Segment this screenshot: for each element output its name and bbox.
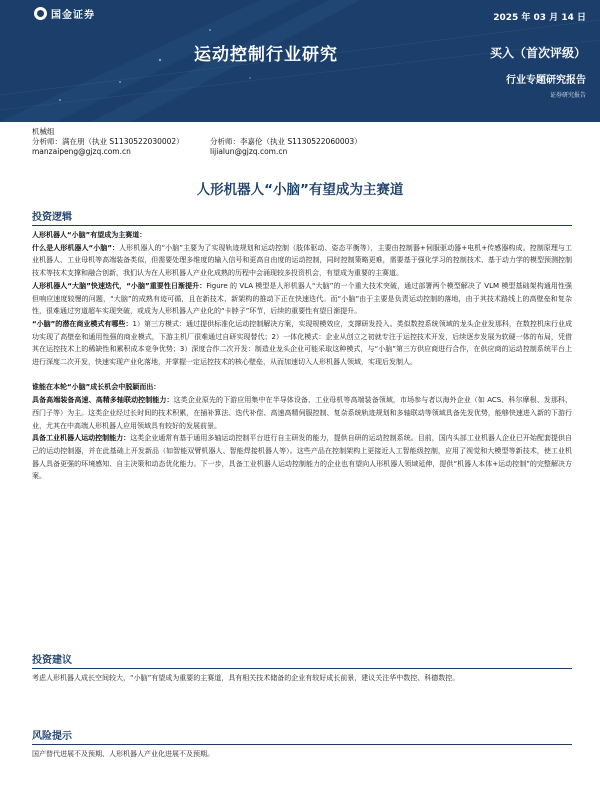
department-label: 证券研究报告 [549,92,586,99]
analyst-1: 分析师：满在朋（执业 S1130522030002） [32,137,184,146]
email-2[interactable]: lijialun@gjzq.com.cn [210,147,288,156]
analyst-2: 分析师：李嘉伦（执业 S1130522060003） [210,137,362,146]
paragraph-business-models: “小脑”的潜在商业模式有哪些：1）第三方模式：通过提供标准化运动控制解决方案，实现规模效应，支撑研发投入。类似数控系统领域的龙头企业发那科，在数控机床行业成功实现了高壁垒和通用性强的商业模式，下游主机厂很难通过自研实现替代；2）一体化模式：企业从创立之初就专注于运控技术开发，后续逐步发展为软硬一体的布局，凭借其在运控技术上的稀缺性和累积成本竞争优势；3）深度合作二次开发：制造业龙头企业可能采取这种模式，与“小脑”第三方供应商进行合作，在供应商的运动控制系统平台上进行深度二次开发，快速实现产业化落地，并掌握一定运控技术的核心壁垒，从而加速切入人形机器人领域，实现后发制人。 [32,319,573,367]
analyst-row [32,137,362,147]
risk-section [32,731,572,761]
rating-label: 买入（首次评级） [489,46,586,60]
paragraph-brain-iteration: 人形机器人“大脑”快速迭代，“小脑”重要性日渐提升：Figure 的 VLA 模型是人形机器人“大脑”的一个重大技术突破，通过部署两个模型解决了 VLM 模型基础架构通用性强但响应速度较慢的问题，“大脑”的成熟有迹可循，且在新技术、新架构的推动下正在快速迭代。而“小脑”由于主要是负责运动控制的落地，由于其技术路线上的高壁垒和复杂性，很难通过穷道超车实现突破，或成为人形机器人产业化的“卡脖子”环节，后续的重要性有望日渐提升。 [32,281,572,316]
logo-text: 国金证券 [51,10,95,21]
investment-logic-section [32,212,572,483]
report-type: 行业专题研究报告 [506,75,586,86]
main-title: 人形机器人“小脑”有望成为主赛道 [196,182,404,198]
subheading-2: 谁能在本轮“小脑”成长机会中脱颖而出： [32,383,161,392]
paragraph-industrial-robot: 具备工业机器人运动控制能力：这类企业通常有基于通用多轴运动控制平台进行自主研发的能力，提供自研的运动控制系统。目前，国内头部工业机器人企业已开始配套提供自己的运动控制器，并在此基础上开发新品（如智能双臂机器人、智能焊接机器人等）。这些产品在控制架构上更接近人工智能级控制，应用了视觉和大模型等新技术，使工业机器人具备更强的环境感知、自主决策和动态优化能力。下一步，具备工业机器人运动控制能力的企业也有望向人形机器人领域延伸，提供“机器人本体+运动控制”的完整解决方案。 [32,434,573,481]
section-heading: 投资逻辑 [32,212,572,226]
paragraph-high-end-equipment: 具备高端装备高速、高精多轴联动控制能力：这类企业原先的下游应用集中在半导体设备、工业母机等高端装备领域，市场参与者以海外企业（如 ACS、科尔摩根、发那科、西门子等）为主。这类企业经过长时间的技术积累，在插补算法、迭代补偿、高速高精伺服控制、复杂系统轨迹规划和多轴联动等领域具备先发优势，能够快速进入新的下游行业，尤其在中高端人形机器人应用领域具有较好的发展前景。 [32,396,572,430]
subheading-1: 人形机器人“小脑”有望成为主赛道： [32,231,147,239]
report-banner [0,0,600,122]
email-1[interactable]: manzaipeng@gjzq.com.cn [32,147,131,156]
section-heading: 风险提示 [32,731,572,745]
analyst-block [32,127,362,157]
investment-suggestion-section [32,655,572,685]
email-row [32,147,288,157]
industry-title: 运动控制行业研究 [194,45,338,65]
company-logo [34,6,95,21]
paragraph-what-is-cerebellum: 什么是人形机器人“小脑”：人形机器人的“小脑”主要为了实现轨迹规划和运动控制（肢体驱动、姿态平衡等），主要由控制器+伺服驱动器+电机+传感器构成。控制原理与工业机器人、工业母机等高端装备类似，但需要处理多维度的输入信号和更高自由度的运动控制，同时控制策略更难，需要基于强化学习的控制技术、基于动力学的模型预测控制技术等技术支撑和融合创新，我们认为在人形机器人产业化成熟的历程中会涌现较多投资机会，有望成为重要的主赛道。 [32,243,572,278]
logo-icon [34,7,47,20]
risk-text: 国产替代进展不及预期、人形机器人产业化进展不及预期。 [32,750,214,758]
suggestion-text: 考虑人形机器人成长空间较大，“小脑”有望成为重要的主赛道，具有相关技术储备的企业有较好成长前景，建议关注华中数控、科德数控。 [32,674,460,682]
report-date: 2025 年 03 月 14 日 [493,13,586,23]
sector-label: 机械组 [32,127,55,136]
section-heading: 投资建议 [32,655,572,669]
